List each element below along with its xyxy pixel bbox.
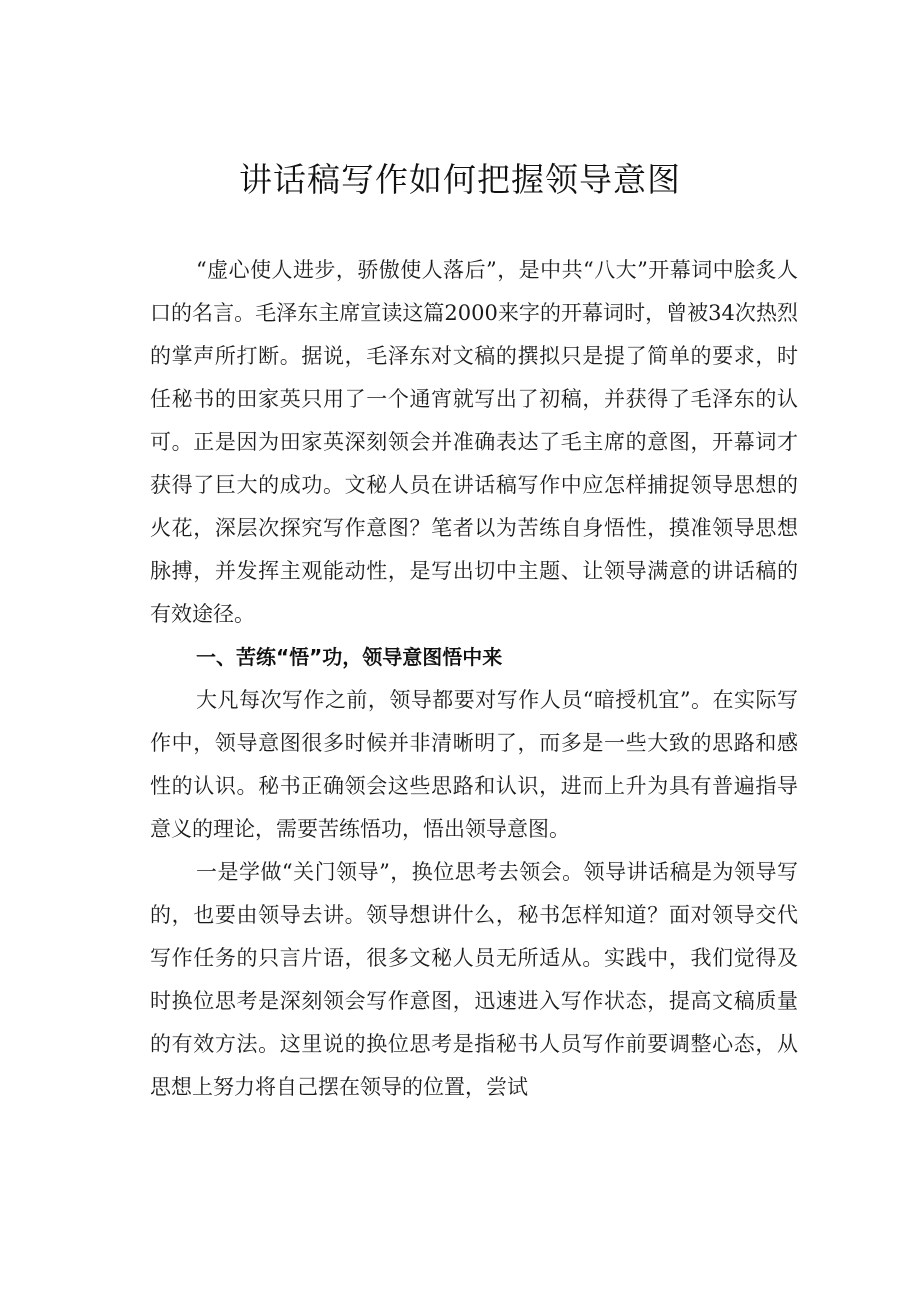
document-body: [150, 249, 798, 1109]
section-paragraph-2: 一是学做“关门领导”，换位思考去领会。领导讲话稿是为领导写的，也要由领导去讲。领导想讲什么，秘书怎样知道？面对领导交代写作任务的只言片语，很多文秘人员无所适从。实践中，我们觉得及时换位思考是深刻领会写作意图，迅速进入写作状态，提高文稿质量的有效方法。这里说的换位思考是指秘书人员写作前要调整心态，从思想上努力将自己摆在领导的位置，尝试: [150, 860, 798, 1099]
section-paragraph-1: 大凡每次写作之前，领导都要对写作人员“暗授机宜”。在实际写作中，领导意图很多时候并非清晰明了，而多是一些大致的思路和感性的认识。秘书正确领会这些思路和认识，进而上升为具有普遍指导意义的理论，需要苦练悟功，悟出领导意图。: [150, 688, 798, 841]
intro-paragraph: “虚心使人进步，骄傲使人落后”，是中共“八大”开幕词中脍炙人口的名言。毛泽东主席宣读这篇2000来字的开幕词时，曾被34次热烈的掌声所打断。据说，毛泽东对文稿的撰拟只是提了简单的要求，时任秘书的田家英只用了一个通宵就写出了初稿，并获得了毛泽东的认可。正是因为田家英深刻领会并准确表达了毛主席的意图，开幕词才获得了巨大的成功。文秘人员在讲话稿写作中应怎样捕捉领导思想的火花，深层次探究写作意图？笔者以为苦练自身悟性，摸准领导思想脉搏，并发挥主观能动性，是写出切中主题、让领导满意的讲话稿的有效途径。: [150, 258, 798, 626]
section-heading: 一、苦练“悟”功，领导意图悟中来: [196, 645, 503, 669]
document-title: 讲话稿写作如何把握领导意图: [239, 160, 681, 199]
